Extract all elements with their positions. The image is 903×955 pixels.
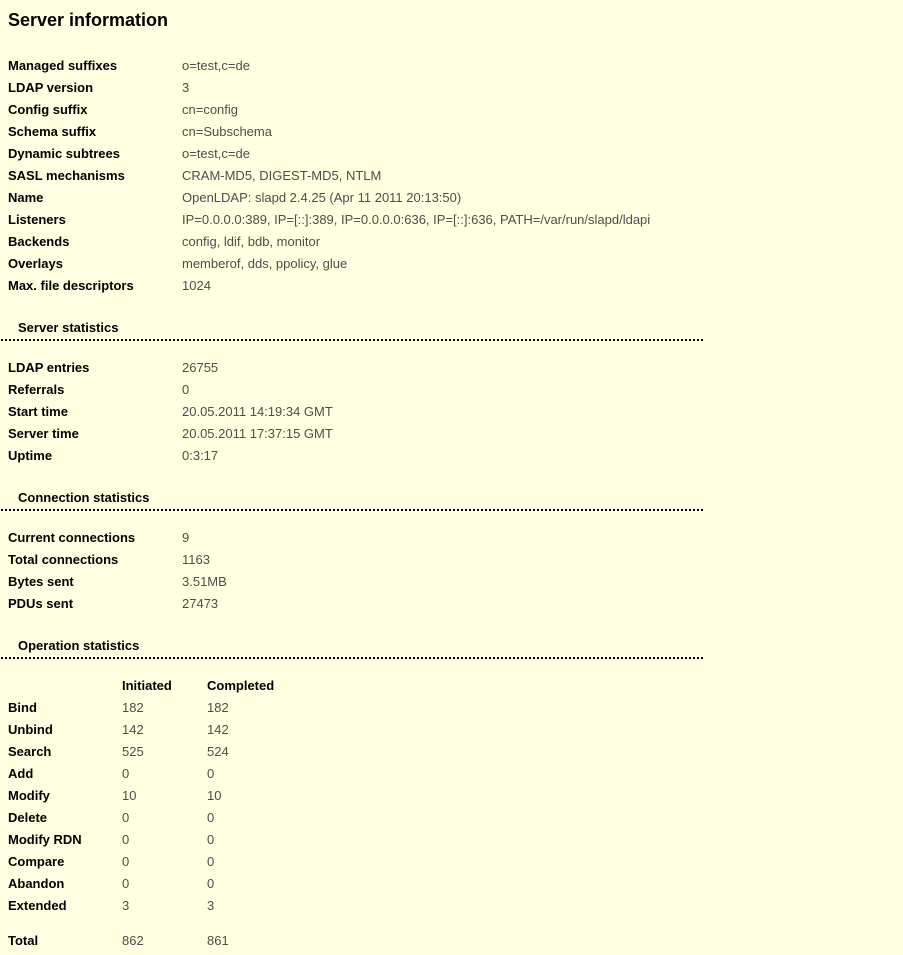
operation-completed-value: 10 [207,788,222,803]
row-value: 20.05.2011 17:37:15 GMT [182,426,333,441]
operation-completed-value: 524 [207,744,229,759]
row-label: PDUs sent [8,596,74,611]
row-label: Name [8,190,44,205]
operation-label: Modify RDN [8,832,82,847]
operation-statistics-row [8,807,903,829]
connection-statistics-row [8,549,903,571]
row-label: Config suffix [8,102,88,117]
operation-initiated-value: 0 [122,810,130,825]
operation-initiated-value: 182 [122,700,144,715]
operation-label: Add [8,766,34,781]
connection-statistics-section [8,527,903,615]
server-info-row [8,187,903,209]
operation-completed-value: 0 [207,832,215,847]
operation-completed-value: 0 [207,876,215,891]
page-title: Server information [8,10,169,30]
operation-initiated-value: 0 [122,854,130,869]
operation-initiated-value: 525 [122,744,144,759]
row-value: cn=config [182,102,239,117]
row-value: config, ldif, bdb, monitor [182,234,321,249]
column-header-initiated: Initiated [122,678,172,693]
operation-statistics-heading: Operation statistics [1,638,703,659]
row-value: 1163 [182,552,210,567]
row-label: Listeners [8,212,66,227]
operation-statistics-row [8,873,903,895]
server-statistics-row [8,379,903,401]
operation-label: Delete [8,810,48,825]
connection-statistics-row [8,593,903,615]
operation-initiated-value: 3 [122,898,130,913]
server-info-row [8,143,903,165]
row-label: LDAP version [8,80,94,95]
operation-completed-value: 3 [207,898,215,913]
row-label: Dynamic subtrees [8,146,120,161]
operation-initiated-value: 0 [122,876,130,891]
operation-statistics-total-row [8,930,903,952]
operation-statistics-table [8,675,903,952]
row-value: 20.05.2011 14:19:34 GMT [182,404,333,419]
operation-label: Search [8,744,52,759]
row-label: Bytes sent [8,574,74,589]
server-info-row [8,275,903,297]
operation-label: Extended [8,898,67,913]
server-info-row [8,99,903,121]
row-value: 3.51MB [182,574,227,589]
operation-statistics-row [8,741,903,763]
row-value: 0 [182,382,190,397]
row-value: memberof, dds, ppolicy, glue [182,256,348,271]
operation-statistics-row [8,785,903,807]
operation-completed-value: 0 [207,766,215,781]
row-label: Managed suffixes [8,58,118,73]
operation-statistics-row [8,829,903,851]
server-info-row [8,121,903,143]
row-label: SASL mechanisms [8,168,125,183]
server-statistics-row [8,357,903,379]
column-header-spacer [8,675,122,697]
server-info-row [8,209,903,231]
column-header-completed: Completed [207,678,275,693]
operation-label: Abandon [8,876,65,891]
server-statistics-row [8,401,903,423]
connection-statistics-row [8,571,903,593]
operation-label: Modify [8,788,50,803]
row-label: Start time [8,404,68,419]
operation-statistics-row [8,895,903,917]
row-value: 3 [182,80,190,95]
operation-initiated-value: 0 [122,766,130,781]
server-info-row [8,77,903,99]
server-statistics-row [8,423,903,445]
row-value: o=test,c=de [182,58,250,73]
operation-statistics-header-row [8,675,903,697]
operation-initiated-value: 10 [122,788,137,803]
row-value: IP=0.0.0.0:389, IP=[::]:389, IP=0.0.0.0:636, IP=[::]:636, PATH=/var/run/slapd/ldapi [182,212,651,227]
row-label: Schema suffix [8,124,97,139]
operation-completed-value: 142 [207,722,229,737]
server-statistics-heading: Server statistics [1,320,703,341]
operation-completed-value: 0 [207,810,215,825]
operation-statistics-row [8,851,903,873]
operation-label: Unbind [8,722,53,737]
row-label: Uptime [8,448,53,463]
row-label: LDAP entries [8,360,90,375]
server-info-section [8,55,903,297]
server-statistics-row [8,445,903,467]
operation-statistics-row [8,763,903,785]
row-value: OpenLDAP: slapd 2.4.25 (Apr 11 2011 20:13:50) [182,190,462,205]
operation-completed-value: 0 [207,854,215,869]
row-label: Max. file descriptors [8,278,134,293]
connection-statistics-heading: Connection statistics [1,490,703,511]
row-value: 9 [182,530,190,545]
server-info-row [8,165,903,187]
row-value: cn=Subschema [182,124,272,139]
total-initiated-value: 862 [122,933,144,948]
row-value: 27473 [182,596,219,611]
row-value: o=test,c=de [182,146,250,161]
operation-initiated-value: 142 [122,722,144,737]
row-value: 0:3:17 [182,448,219,463]
operation-statistics-row [8,719,903,741]
server-statistics-section [8,357,903,467]
server-info-row [8,253,903,275]
row-label: Referrals [8,382,65,397]
operation-label: Compare [8,854,65,869]
connection-statistics-row [8,527,903,549]
row-label: Server time [8,426,79,441]
operation-initiated-value: 0 [122,832,130,847]
operation-label: Bind [8,700,37,715]
row-value: CRAM-MD5, DIGEST-MD5, NTLM [182,168,382,183]
row-label: Overlays [8,256,63,271]
operation-statistics-row [8,697,903,719]
row-label: Current connections [8,530,136,545]
server-info-row [8,231,903,253]
server-info-row [8,55,903,77]
row-value: 1024 [182,278,211,293]
row-value: 26755 [182,360,219,375]
row-label: Total connections [8,552,119,567]
total-label: Total [8,933,39,948]
total-completed-value: 861 [207,933,229,948]
operation-completed-value: 182 [207,700,229,715]
row-label: Backends [8,234,70,249]
